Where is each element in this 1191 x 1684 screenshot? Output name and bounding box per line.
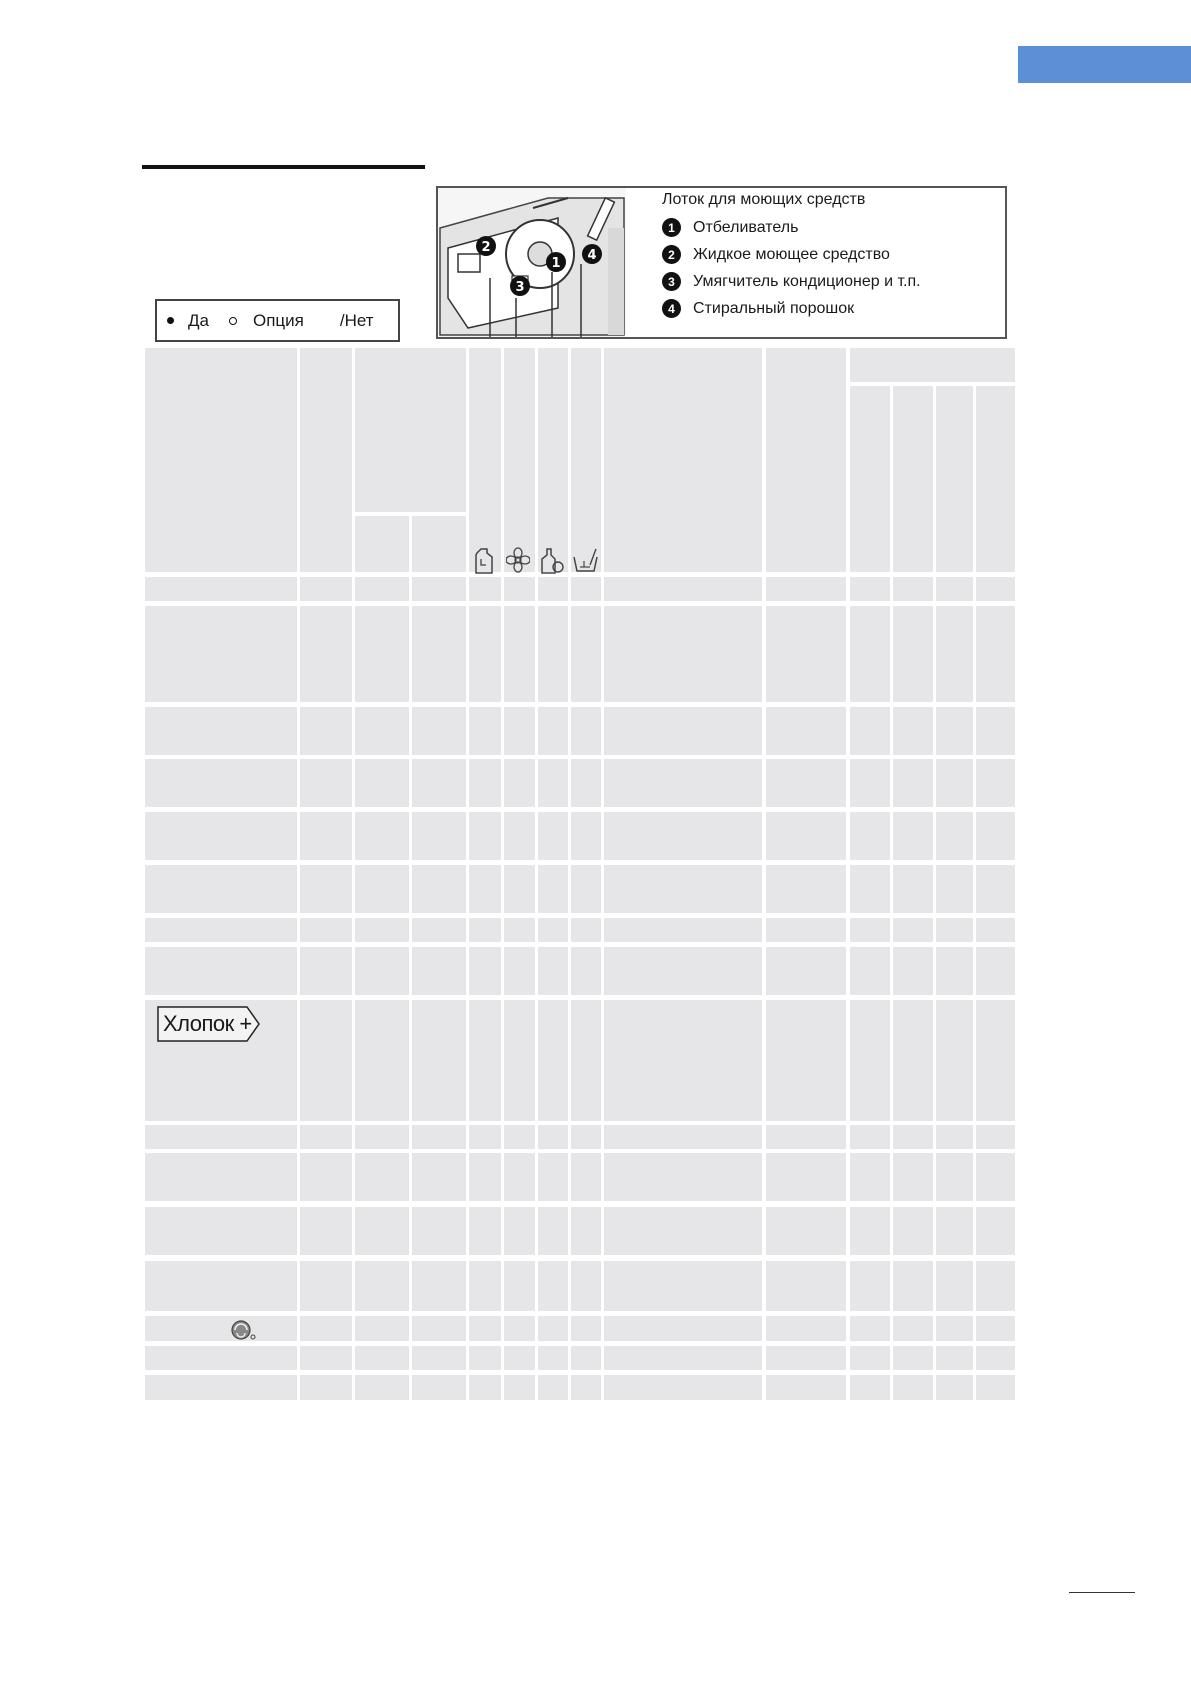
table-cell: [412, 1261, 466, 1311]
table-cell: [936, 1207, 973, 1255]
table-cell: [300, 707, 352, 755]
header-cell: [976, 386, 1015, 572]
header-cell: [355, 348, 466, 512]
table-cell: [355, 1207, 409, 1255]
table-cell: [766, 759, 846, 807]
table-cell: [571, 1261, 601, 1311]
table-cell: [893, 947, 933, 995]
table-cell: [976, 1125, 1015, 1149]
table-cell: [893, 1346, 933, 1370]
table-cell: [976, 707, 1015, 755]
table-cell: [145, 1375, 297, 1400]
table-cell: [300, 1316, 352, 1341]
table-cell: [604, 606, 762, 702]
table-cell: [412, 918, 466, 942]
table-cell: [145, 1207, 297, 1255]
page-number-rule: [1069, 1592, 1135, 1593]
table-cell: [412, 1000, 466, 1121]
table-cell: [936, 918, 973, 942]
table-cell: [976, 1316, 1015, 1341]
table-cell: [893, 1316, 933, 1341]
table-cell: [145, 947, 297, 995]
table-cell: [976, 577, 1015, 601]
number-badge-icon: 1: [662, 218, 681, 237]
table-cell: [604, 1346, 762, 1370]
table-cell: [571, 947, 601, 995]
table-cell: [469, 947, 501, 995]
header-cell: [504, 348, 535, 572]
table-cell: [766, 1261, 846, 1311]
table-cell: [936, 1316, 973, 1341]
liquid-detergent-icon: [473, 547, 495, 575]
table-cell: [893, 918, 933, 942]
table-cell: [571, 759, 601, 807]
table-cell: [355, 1316, 409, 1341]
table-cell: [604, 865, 762, 913]
table-cell: [355, 606, 409, 702]
table-cell: [936, 1375, 973, 1400]
legend-yes-label: Да: [188, 310, 209, 330]
table-cell: [145, 1316, 297, 1341]
table-cell: [850, 707, 890, 755]
table-cell: [976, 759, 1015, 807]
tray-item-label: Умягчитель кондиционер и т.п.: [693, 272, 921, 290]
table-cell: [604, 1375, 762, 1400]
table-cell: [976, 1000, 1015, 1121]
table-cell: [936, 759, 973, 807]
table-cell: [850, 1261, 890, 1311]
program-cotton-plus-text: Хлопок +: [163, 1011, 252, 1036]
tray-item-label: Стиральный порошок: [693, 299, 855, 317]
table-cell: [571, 1153, 601, 1201]
table-cell: [355, 707, 409, 755]
table-cell: [893, 577, 933, 601]
table-cell: [504, 1125, 535, 1149]
table-cell: [504, 1346, 535, 1370]
table-cell: [976, 865, 1015, 913]
table-cell: [469, 1261, 501, 1311]
tray-title: Лоток для моющих средств: [662, 191, 866, 208]
svg-text:4: 4: [587, 248, 597, 263]
table-cell: [936, 1153, 973, 1201]
table-cell: [504, 759, 535, 807]
table-cell: [571, 812, 601, 860]
table-cell: [355, 577, 409, 601]
table-cell: [571, 1125, 601, 1149]
table-cell: [300, 1207, 352, 1255]
table-cell: [412, 1207, 466, 1255]
header-cell: [850, 386, 890, 572]
table-cell: [300, 1261, 352, 1311]
table-cell: [766, 1207, 846, 1255]
table-cell: [850, 1207, 890, 1255]
table-cell: [412, 865, 466, 913]
table-cell: [766, 947, 846, 995]
table-cell: [571, 577, 601, 601]
table-cell: [850, 1375, 890, 1400]
table-cell: [976, 812, 1015, 860]
table-cell: [538, 812, 568, 860]
table-cell: [469, 1153, 501, 1201]
table-cell: [538, 707, 568, 755]
table-cell: [936, 1125, 973, 1149]
table-cell: [355, 918, 409, 942]
header-cell: [538, 348, 568, 572]
table-cell: [412, 759, 466, 807]
table-cell: [766, 865, 846, 913]
table-cell: [538, 1375, 568, 1400]
table-cell: [300, 947, 352, 995]
table-cell: [893, 1153, 933, 1201]
tray-item-label: Жидкое моющее средство: [693, 245, 890, 263]
table-cell: [504, 1153, 535, 1201]
number-badge-icon: 3: [662, 272, 681, 291]
table-cell: [300, 1000, 352, 1121]
table-cell: [936, 865, 973, 913]
table-cell: [604, 1000, 762, 1121]
table-cell: [766, 1000, 846, 1121]
table-cell: [504, 812, 535, 860]
table-cell: [538, 918, 568, 942]
header-cell: [936, 386, 973, 572]
table-cell: [893, 1125, 933, 1149]
table-cell: [469, 812, 501, 860]
table-cell: [145, 865, 297, 913]
table-cell: [145, 759, 297, 807]
spin-icon: [229, 1318, 257, 1342]
header-cell: [571, 348, 601, 572]
table-cell: [976, 1261, 1015, 1311]
table-cell: [355, 1375, 409, 1400]
table-cell: [936, 1000, 973, 1121]
table-cell: [604, 812, 762, 860]
table-cell: [571, 1375, 601, 1400]
table-cell: [538, 1153, 568, 1201]
table-cell: [469, 759, 501, 807]
table-cell: [538, 1125, 568, 1149]
table-cell: [936, 1346, 973, 1370]
table-cell: [766, 707, 846, 755]
table-cell: [355, 1346, 409, 1370]
table-cell: [976, 1153, 1015, 1201]
table-cell: [850, 918, 890, 942]
table-cell: [145, 1261, 297, 1311]
table-cell: [469, 707, 501, 755]
table-cell: [469, 606, 501, 702]
table-cell: [538, 577, 568, 601]
header-cell: [604, 348, 762, 572]
table-cell: [355, 1153, 409, 1201]
table-cell: [604, 707, 762, 755]
table-cell: [538, 947, 568, 995]
table-cell: [766, 606, 846, 702]
table-cell: [976, 1346, 1015, 1370]
table-cell: [936, 707, 973, 755]
header-cell: [412, 516, 466, 572]
table-cell: [850, 1125, 890, 1149]
table-cell: [538, 759, 568, 807]
table-cell: [893, 1261, 933, 1311]
table-cell: [300, 1375, 352, 1400]
table-cell: [300, 1153, 352, 1201]
table-cell: [538, 1261, 568, 1311]
table-cell: [469, 1000, 501, 1121]
table-cell: [145, 812, 297, 860]
table-cell: [604, 1261, 762, 1311]
table-cell: [936, 1261, 973, 1311]
svg-text:2: 2: [481, 240, 491, 255]
number-badge-icon: 4: [662, 299, 681, 318]
table-cell: [893, 812, 933, 860]
table-cell: [936, 947, 973, 995]
table-cell: [766, 577, 846, 601]
table-cell: [538, 1207, 568, 1255]
table-cell: [504, 606, 535, 702]
header-cell: [469, 348, 501, 572]
table-cell: [412, 606, 466, 702]
table-cell: [300, 759, 352, 807]
number-badge-icon: 2: [662, 245, 681, 264]
table-cell: [571, 606, 601, 702]
table-cell: [604, 1125, 762, 1149]
table-cell: [936, 812, 973, 860]
table-cell: [355, 1261, 409, 1311]
table-cell: [604, 1153, 762, 1201]
program-cotton-plus-label: [157, 1006, 252, 1042]
header-cell: [766, 348, 846, 572]
table-cell: [504, 1207, 535, 1255]
legend-no-label: /Нет: [339, 310, 374, 330]
svg-text:3: 3: [515, 280, 525, 295]
powder-tray-icon: [572, 547, 600, 573]
header-cell: [300, 348, 352, 572]
table-cell: [604, 759, 762, 807]
table-cell: [145, 577, 297, 601]
table-cell: [504, 577, 535, 601]
table-cell: [976, 947, 1015, 995]
table-cell: [893, 1000, 933, 1121]
table-cell: [504, 1316, 535, 1341]
header-cell: [850, 348, 1015, 382]
table-cell: [604, 918, 762, 942]
table-cell: [538, 1000, 568, 1121]
table-cell: [412, 1125, 466, 1149]
table-cell: [469, 1346, 501, 1370]
table-cell: [766, 918, 846, 942]
softener-flower-icon: [506, 547, 530, 573]
table-cell: [355, 947, 409, 995]
table-cell: [976, 1207, 1015, 1255]
table-cell: [412, 577, 466, 601]
table-cell: [355, 812, 409, 860]
table-cell: [976, 918, 1015, 942]
table-cell: [766, 1316, 846, 1341]
table-cell: [145, 1125, 297, 1149]
table-cell: [766, 1346, 846, 1370]
table-cell: [145, 918, 297, 942]
table-cell: [412, 1316, 466, 1341]
table-cell: [571, 707, 601, 755]
table-cell: [469, 1316, 501, 1341]
bleach-bottle-icon: [539, 547, 565, 575]
header-cell: [355, 516, 409, 572]
table-cell: [355, 759, 409, 807]
table-cell: [893, 707, 933, 755]
table-cell: [893, 1375, 933, 1400]
table-cell: [300, 1346, 352, 1370]
table-cell: [604, 1207, 762, 1255]
table-cell: [469, 1207, 501, 1255]
table-cell: [412, 707, 466, 755]
table-cell: [571, 1000, 601, 1121]
table-cell: [850, 1316, 890, 1341]
table-cell: [850, 1000, 890, 1121]
table-cell: [300, 918, 352, 942]
table-cell: [604, 947, 762, 995]
table-cell: [850, 577, 890, 601]
table-cell: [893, 759, 933, 807]
table-cell: [538, 1316, 568, 1341]
table-cell: [893, 1207, 933, 1255]
table-cell: [850, 865, 890, 913]
table-cell: [469, 1125, 501, 1149]
table-cell: [504, 1000, 535, 1121]
table-cell: [850, 947, 890, 995]
table-cell: [571, 1316, 601, 1341]
table-cell: [850, 606, 890, 702]
table-cell: [571, 1207, 601, 1255]
table-cell: [412, 812, 466, 860]
table-cell: [504, 1375, 535, 1400]
table-cell: [850, 1153, 890, 1201]
table-cell: [604, 1316, 762, 1341]
table-cell: [145, 1153, 297, 1201]
table-cell: [300, 577, 352, 601]
table-cell: [976, 1375, 1015, 1400]
table-cell: [469, 577, 501, 601]
table-cell: [976, 606, 1015, 702]
table-cell: [538, 1346, 568, 1370]
header-cell: [145, 348, 297, 572]
table-cell: [893, 865, 933, 913]
table-cell: [300, 606, 352, 702]
table-cell: [412, 947, 466, 995]
table-cell: [893, 606, 933, 702]
table-cell: [571, 918, 601, 942]
table-cell: [571, 1346, 601, 1370]
table-cell: [469, 918, 501, 942]
table-cell: [412, 1375, 466, 1400]
table-cell: [604, 577, 762, 601]
table-cell: [538, 606, 568, 702]
table-cell: [504, 707, 535, 755]
table-cell: [504, 1261, 535, 1311]
svg-text:1: 1: [551, 256, 561, 271]
table-cell: [766, 812, 846, 860]
table-cell: [412, 1153, 466, 1201]
table-cell: [504, 865, 535, 913]
table-cell: [850, 1346, 890, 1370]
table-cell: [355, 1125, 409, 1149]
tray-item-label: Отбеливатель: [693, 218, 799, 236]
table-cell: [571, 865, 601, 913]
table-cell: [766, 1375, 846, 1400]
table-cell: [469, 865, 501, 913]
table-cell: [355, 1000, 409, 1121]
table-cell: [504, 947, 535, 995]
table-cell: [936, 606, 973, 702]
table-cell: [469, 1375, 501, 1400]
header-cell: [893, 386, 933, 572]
table-cell: [850, 759, 890, 807]
table-cell: [412, 1346, 466, 1370]
table-cell: [300, 1125, 352, 1149]
table-cell: [936, 577, 973, 601]
legend-option-label: Опция: [252, 310, 304, 330]
table-cell: [766, 1125, 846, 1149]
table-cell: [538, 865, 568, 913]
table-cell: [300, 812, 352, 860]
table-cell: [850, 812, 890, 860]
table-cell: [145, 606, 297, 702]
table-cell: [355, 865, 409, 913]
table-cell: [145, 707, 297, 755]
table-cell: [145, 1346, 297, 1370]
table-cell: [504, 918, 535, 942]
table-cell: [300, 865, 352, 913]
table-cell: [766, 1153, 846, 1201]
